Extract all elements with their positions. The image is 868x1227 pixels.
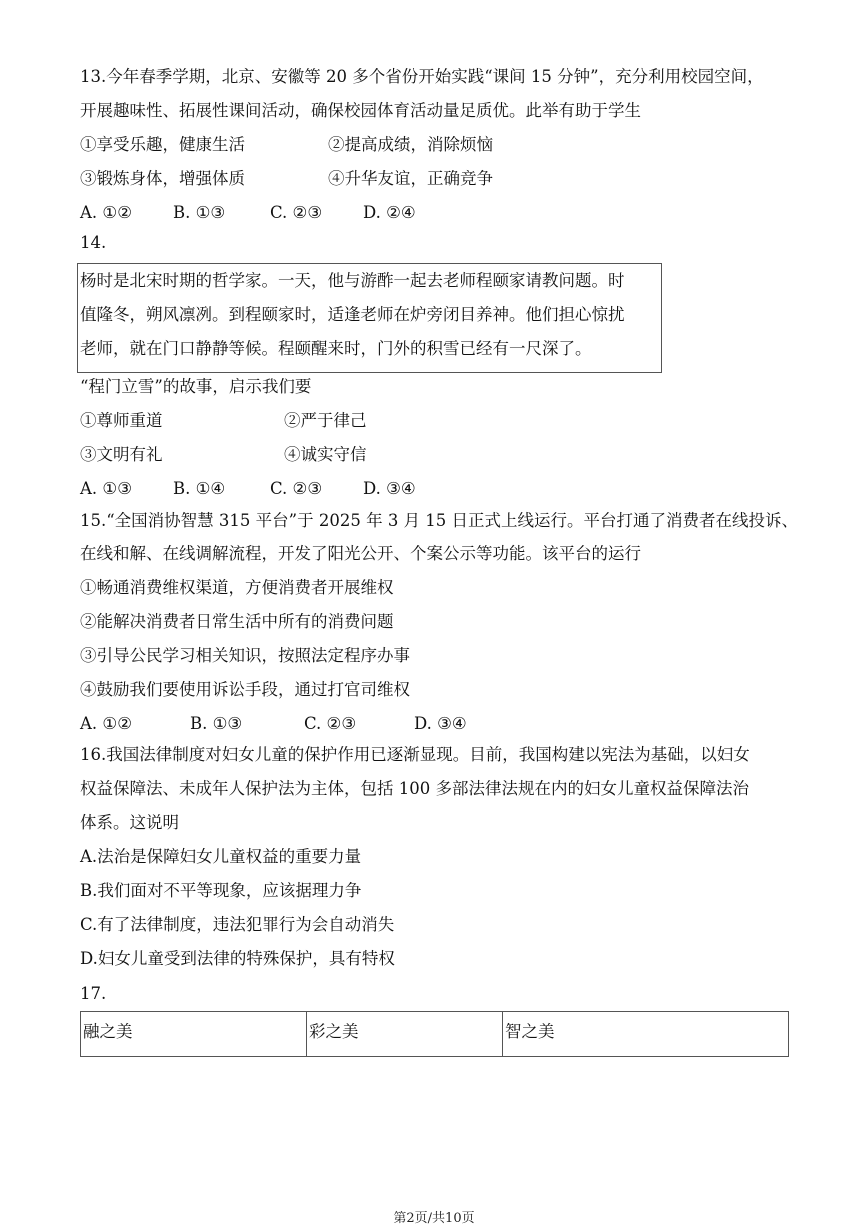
q14-choice-c: C. ②③ [270,479,323,498]
q17-cell-zhi: 智之美 [505,1022,555,1041]
q14-option-1: ①尊师重道 [80,411,163,430]
q13-choice-a: A. ①② [80,203,132,222]
q14-stem: “程门立雪”的故事，启示我们要 [80,377,312,396]
q17-cell-rong: 融之美 [81,1012,307,1056]
q14-story-line2: 值隆冬，朔风凛冽。到程颐家时，适逢老师在炉旁闭目养神。他们担心惊扰 [80,305,625,324]
q16-option-d: D.妇女儿童受到法律的特殊保护，具有特权 [80,949,395,968]
q16-stem-line2: 权益保障法、未成年人保护法为主体，包括 100 多部法律法规在内的妇女儿童权益保障法治 [80,779,749,798]
q13-choice-d: D. ②④ [363,203,416,222]
q14-option-4: ④诚实守信 [284,445,367,464]
q15-option-4: ④鼓励我们要使用诉讼手段，通过打官司维权 [80,680,410,699]
q15-option-3: ③引导公民学习相关知识，按照法定程序办事 [80,646,410,665]
q14-option-2: ②严于律己 [284,411,367,430]
q13-option-4: ④升华友谊，正确竞争 [328,169,493,188]
q14-choice-b: B. ①④ [173,479,226,498]
q13-stem-line2: 开展趣味性、拓展性课间活动，确保校园体育活动量足质优。此举有助于学生 [80,101,641,120]
q16-option-b: B.我们面对不平等现象，应该据理力争 [80,881,362,900]
q15-stem-line2: 在线和解、在线调解流程，开发了阳光公开、个案公示等功能。该平台的运行 [80,544,641,563]
q13-stem-line1: 13.今年春季学期，北京、安徽等 20 多个省份开始实践“课间 15 分钟”，充分利用校园空间， [80,67,764,86]
q16-stem-line3: 体系。这说明 [80,813,179,832]
q15-choice-d: D. ③④ [414,714,467,733]
q15-option-1: ①畅通消费维权渠道，方便消费者开展维权 [80,578,394,597]
q16-option-c: C.有了法律制度，违法犯罪行为会自动消失 [80,915,395,934]
q14-option-3: ③文明有礼 [80,445,163,464]
q17-cell-cai: 彩之美 [307,1012,503,1056]
q13-option-2: ②提高成绩，消除烦恼 [328,135,493,154]
q16-option-a: A.法治是保障妇女儿童权益的重要力量 [80,847,362,866]
q14-story-line1: 杨时是北宋时期的哲学家。一天，他与游酢一起去老师程颐家请教问题。时 [80,271,625,290]
q16-stem-line1: 16.我国法律制度对妇女儿童的保护作用已逐渐显现。目前，我国构建以宪法为基础，以妇女 [80,745,750,764]
q17-number: 17. [80,984,107,1003]
q13-choice-b: B. ①③ [173,203,226,222]
q15-stem-line1: 15.“全国消协智慧 315 平台”于 2025 年 3 月 15 日正式上线运行。平台打通了消费者在线投诉、 [80,511,799,530]
q13-option-1: ①享受乐趣，健康生活 [80,135,245,154]
q15-choice-c: C. ②③ [304,714,357,733]
q13-choice-c: C. ②③ [270,203,323,222]
q15-choice-b: B. ①③ [190,714,243,733]
q15-choice-a: A. ①② [80,714,132,733]
q14-number: 14. [80,233,107,252]
q14-story-line3: 老师，就在门口静静等候。程颐醒来时，门外的积雪已经有一尺深了。 [80,339,592,358]
q13-option-3: ③锻炼身体，增强体质 [80,169,245,188]
q14-choice-d: D. ③④ [363,479,416,498]
q14-choice-a: A. ①③ [80,479,132,498]
q17-table [80,1011,789,1057]
q15-option-2: ②能解决消费者日常生活中所有的消费问题 [80,612,394,631]
q14-story-box [77,263,662,373]
page-number: 第2页/共10页 [393,1211,475,1226]
